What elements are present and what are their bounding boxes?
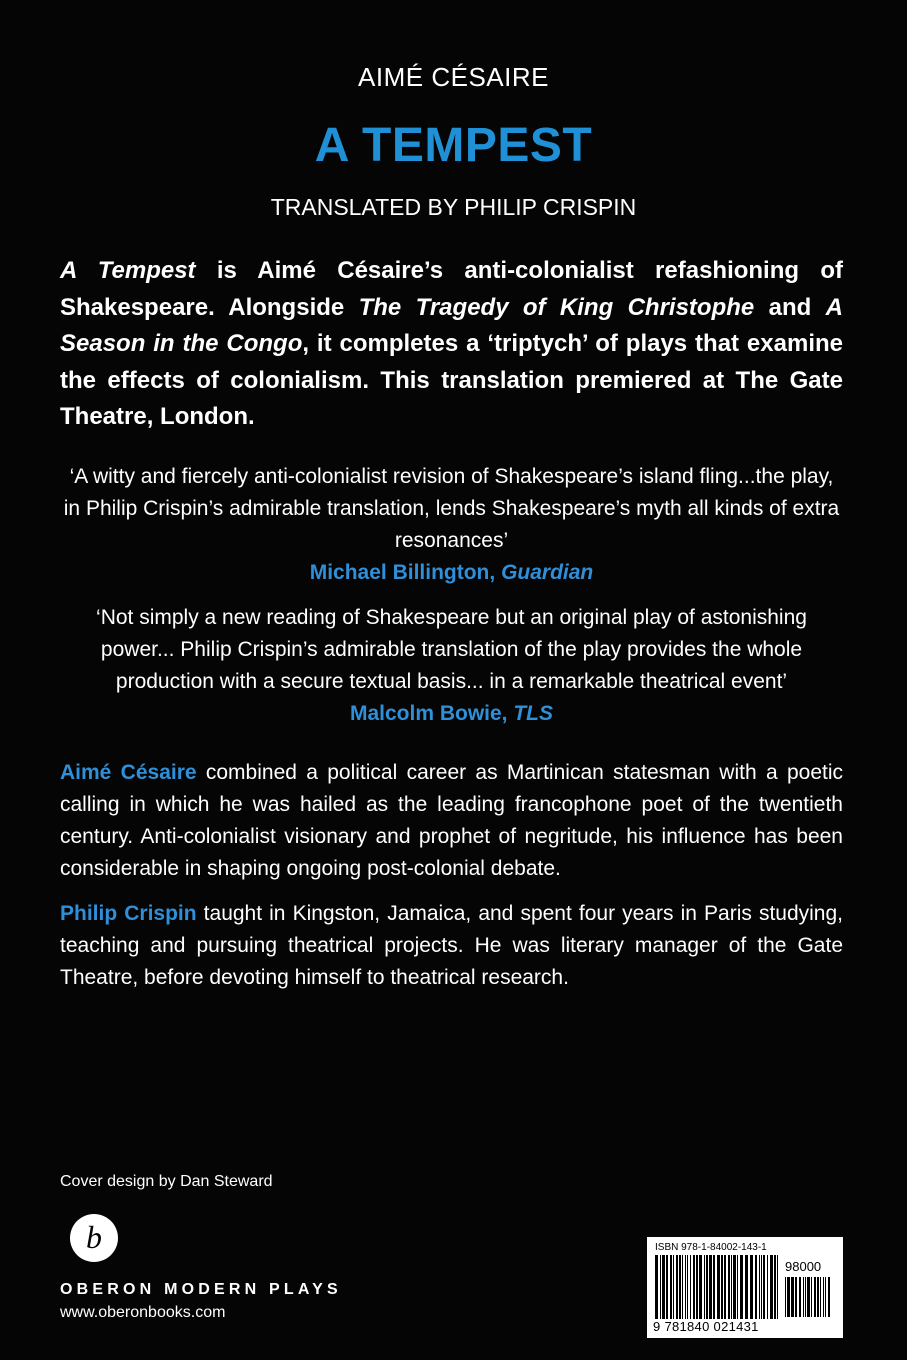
barcode-bar: [755, 1255, 757, 1319]
barcode-bar: [685, 1255, 686, 1319]
website: www.oberonbooks.com: [60, 1304, 226, 1321]
blurb-text-2: and: [754, 293, 826, 321]
barcode-bar: [676, 1255, 678, 1319]
quote-author: Malcolm Bowie,: [349, 702, 508, 725]
barcode-bar: [785, 1277, 786, 1317]
price-code: 98000: [785, 1259, 822, 1274]
barcode-bar: [679, 1255, 681, 1319]
author-bio: [60, 757, 843, 885]
barcode-bar: [717, 1255, 720, 1319]
barcode-bar: [811, 1277, 812, 1317]
series-name: OBERON MODERN PLAYS: [60, 1281, 342, 1298]
oberon-logo-icon: [68, 1212, 120, 1264]
barcode-bar: [777, 1255, 778, 1319]
barcode-bar: [713, 1255, 715, 1319]
barcode-bar: [690, 1255, 691, 1319]
bio-name: Aimé Césaire: [60, 761, 197, 784]
barcode-bar: [774, 1255, 776, 1319]
barcode: [647, 1237, 843, 1338]
barcode-bar: [787, 1277, 790, 1317]
barcode-bar: [737, 1255, 738, 1319]
barcode-bar: [706, 1255, 708, 1319]
barcode-bar: [655, 1255, 658, 1319]
author-name: AIMÉ CÉSAIRE: [358, 62, 549, 92]
quote-source: [60, 557, 843, 589]
blurb-title: A Tempest: [60, 257, 196, 284]
barcode-bar: [724, 1255, 726, 1319]
barcode-bar: [767, 1255, 768, 1319]
blurb-text-1: is Aimé Césaire’s anti-colonialist refashioning of Shakespeare. Alongside: [60, 257, 843, 321]
barcode-bar: [682, 1255, 683, 1319]
barcode-bar: [799, 1277, 801, 1317]
barcode-bar: [704, 1255, 705, 1319]
barcode-bar: [687, 1255, 688, 1319]
barcode-bar: [750, 1255, 753, 1319]
blurb-text-3: , it completes a ‘triptych’ of plays that examine the effects of colonialism. This translation premiered at The Gate Theatre, London.: [60, 330, 843, 430]
barcode-bar: [699, 1255, 702, 1319]
barcode-bar: [759, 1255, 760, 1319]
translator-bio: [60, 898, 843, 994]
barcode-bar: [673, 1255, 674, 1319]
quote-text: ‘A witty and fiercely anti-colonialist revision of Shakespeare’s island fling...the play, in Philip Crispin’s admirable translation, lends Shakespeare’s myth all kinds of extra resonances’: [63, 465, 840, 552]
bio-text: combined a political career as Martinican statesman with a poetic calling in which he was hailed as the leading francophone poet of the twentieth century. Anti-colonialist visionary and prophet of negritude, his influence has been considerable in shaping ongoing post-colonial debate.: [60, 761, 844, 880]
barcode-bar: [660, 1255, 661, 1319]
barcode-digits: 9 781840 021431: [653, 1319, 759, 1334]
barcode-bar: [763, 1255, 765, 1319]
barcode-bar: [728, 1255, 730, 1319]
price-barcode-bars: [785, 1277, 833, 1317]
barcode-bar: [770, 1255, 773, 1319]
barcode-bar: [820, 1277, 821, 1317]
barcode-bar: [814, 1277, 816, 1317]
barcode-bar: [791, 1277, 794, 1317]
barcode-bar: [817, 1277, 819, 1317]
bio-name: Philip Crispin: [60, 902, 197, 925]
barcode-bar: [662, 1255, 665, 1319]
cover-credit: Cover design by Dan Steward: [60, 1173, 273, 1190]
barcode-bars: [655, 1255, 781, 1319]
barcode-bar: [805, 1277, 806, 1317]
barcode-bar: [825, 1277, 826, 1317]
quote-text: ‘Not simply a new reading of Shakespeare but an original play of astonishing power... Philip Crispin’s admirable translation of the play provides the whole production with a secure textual basis... in a remarkable theatrical event’: [96, 606, 807, 693]
review-quote: [60, 461, 843, 589]
blurb-paragraph: [60, 253, 843, 436]
isbn-label: ISBN 978-1-84002-143-1: [655, 1242, 767, 1253]
barcode-bar: [709, 1255, 712, 1319]
barcode-bar: [828, 1277, 830, 1317]
barcode-bar: [823, 1277, 824, 1317]
barcode-bar: [670, 1255, 672, 1319]
book-title: A TEMPEST: [314, 119, 593, 172]
barcode-bar: [740, 1255, 743, 1319]
barcode-bar: [807, 1277, 810, 1317]
quote-publication: TLS: [513, 702, 554, 725]
quote-source: [60, 698, 843, 730]
blurb-work-2: A Season in the Congo: [60, 293, 843, 357]
barcode-bar: [803, 1277, 804, 1317]
barcode-bar: [721, 1255, 723, 1319]
barcode-bar: [761, 1255, 762, 1319]
barcode-bar: [731, 1255, 732, 1319]
blurb-work-1: The Tragedy of King Christophe: [358, 293, 755, 321]
quote-publication: Guardian: [501, 561, 594, 584]
translator-line: TRANSLATED BY PHILIP CRISPIN: [270, 194, 637, 220]
quote-author: Michael Billington,: [309, 561, 496, 584]
barcode-bar: [693, 1255, 695, 1319]
review-quote: [60, 602, 843, 730]
barcode-bar: [666, 1255, 668, 1319]
bio-text: taught in Kingston, Jamaica, and spent four years in Paris studying, teaching and pursuing theatrical projects. He was literary manager of the Gate Theatre, before devoting himself to theatrical research.: [60, 902, 844, 989]
barcode-bar: [696, 1255, 698, 1319]
barcode-bar: [733, 1255, 736, 1319]
logo-letter: b: [86, 1219, 102, 1255]
barcode-bar: [745, 1255, 748, 1319]
barcode-bar: [795, 1277, 797, 1317]
